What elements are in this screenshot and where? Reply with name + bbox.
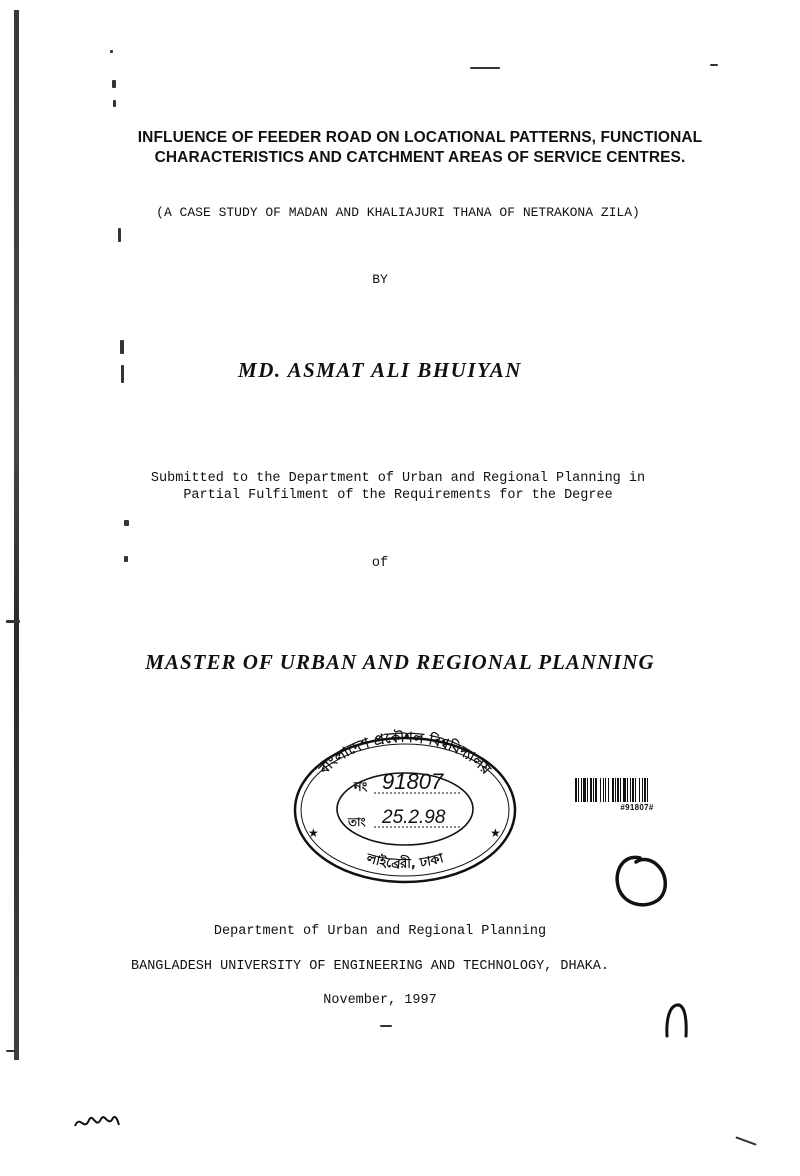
title-line-2: CHARACTERISTICS AND CATCHMENT AREAS OF SERVICE CENTRES. — [154, 149, 686, 166]
thesis-title — [40, 128, 800, 168]
scan-speck — [121, 365, 124, 383]
author-name: MD. ASMAT ALI BHUIYAN — [238, 358, 522, 382]
barcode — [575, 778, 699, 812]
handwritten-zero-mark — [610, 852, 672, 914]
title-line-1: INFLUENCE OF FEEDER ROAD ON LOCATIONAL PATTERNS, FUNCTIONAL — [137, 129, 703, 146]
scan-speck — [6, 1050, 16, 1052]
by-label: BY — [372, 272, 388, 287]
barcode-code: #91807# — [620, 803, 654, 812]
submission-line-1: Submitted to the Department of Urban and Regional Planning in — [150, 471, 646, 486]
stamp-bottom-text: লাইব্রেরী, ঢাকা — [364, 851, 446, 872]
university-name: BANGLADESH UNIVERSITY OF ENGINEERING AND TECHNOLOGY, DHAKA. — [131, 959, 609, 974]
library-stamp — [290, 725, 520, 885]
degree-name: MASTER OF URBAN AND REGIONAL PLANNING — [145, 650, 655, 674]
case-study-subtitle: (A CASE STUDY OF MADAN AND KHALIAJURI THANA OF NETRAKONA ZILA) — [156, 205, 640, 220]
scan-speck — [120, 340, 124, 354]
scan-speck — [470, 67, 500, 69]
department-name: Department of Urban and Regional Planning — [213, 924, 547, 939]
stamp-top-text: বাংলাদেশ প্রকৌশল বিশ্ববিদ্যালয় — [316, 729, 494, 778]
scan-speck — [118, 228, 121, 242]
star-icon: ★ — [308, 826, 319, 840]
stamp-number-prefix: নং — [354, 780, 368, 795]
submission-date: November, 1997 — [323, 993, 437, 1008]
scan-speck — [380, 1025, 392, 1027]
submission-line-2: Partial Fulfilment of the Requirements for the Degree — [183, 488, 613, 503]
scan-speck — [6, 620, 20, 623]
scan-speck — [112, 80, 116, 88]
stamp-date: 25.2.98 — [382, 807, 446, 828]
scan-speck — [110, 50, 113, 53]
scan-speck — [735, 1136, 756, 1145]
scan-speck — [124, 520, 129, 526]
of-label: of — [371, 556, 389, 571]
accession-number: 91807 — [382, 769, 444, 794]
star-icon: ★ — [490, 826, 501, 840]
scan-speck — [124, 556, 128, 562]
handwritten-squiggle-mark — [72, 1106, 122, 1136]
scan-binding-edge — [14, 10, 19, 1060]
stamp-date-prefix: তাং — [348, 815, 366, 829]
submission-statement — [0, 470, 778, 504]
scan-speck — [710, 64, 718, 66]
scan-speck — [113, 100, 116, 107]
barcode-bars — [575, 778, 699, 802]
